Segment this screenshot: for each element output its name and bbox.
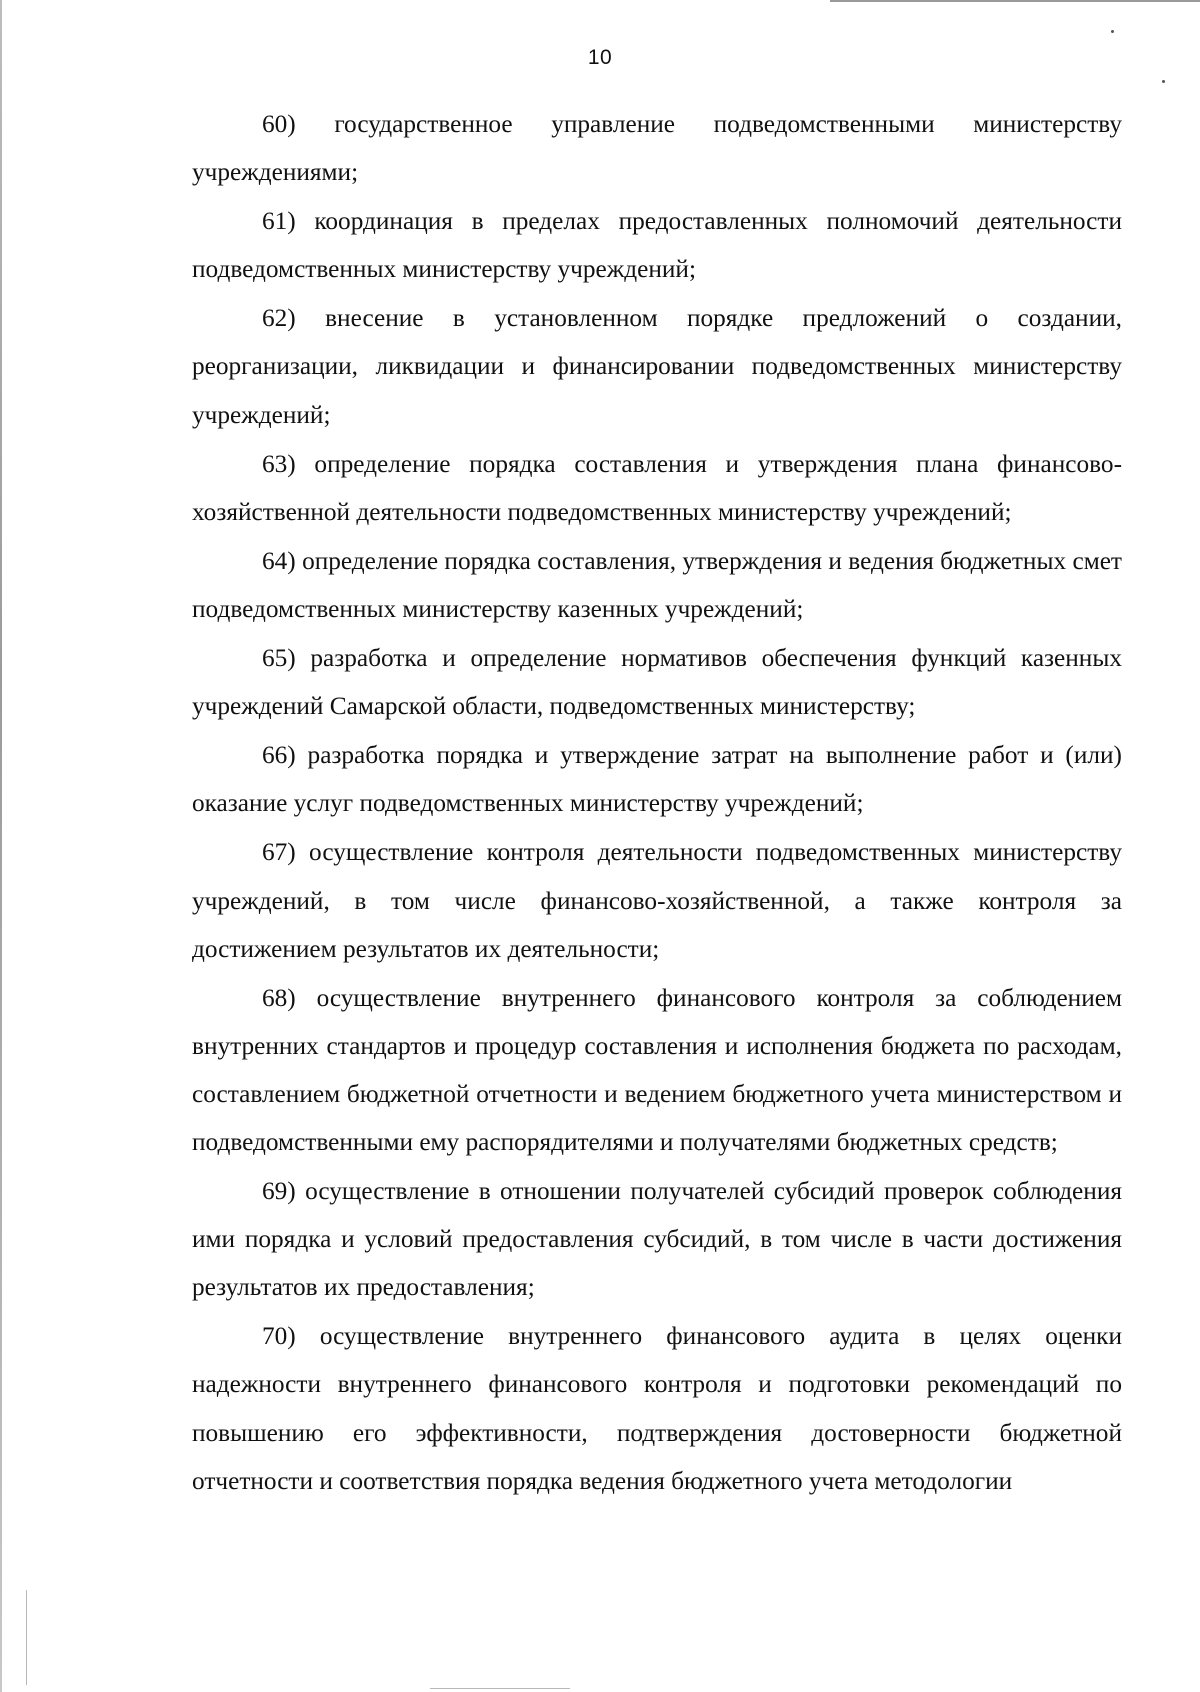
list-item: 61) координация в пределах предоставленных полномочий деятельности подведомственных министерству учреждений;	[192, 207, 1122, 284]
page-number: 10	[587, 46, 613, 69]
list-item: 69) осуществление в отношении получателей субсидий проверок соблюдения ими порядка и условий предоставления субсидий, в том числе в части достижения результатов их предоставления;	[192, 1177, 1122, 1302]
scan-mark	[26, 1590, 27, 1685]
list-item: 63) определение порядка составления и утверждения плана финансово-хозяйственной деятельности подведомственных министерству учреждений;	[192, 449, 1122, 526]
scan-speck	[1111, 30, 1114, 33]
list-item: 66) разработка порядка и утверждение затрат на выполнение работ и (или) оказание услуг подведомственных министерству учреждений;	[192, 741, 1122, 818]
list-item: 68) осуществление внутреннего финансового контроля за соблюдением внутренних стандартов и процедур составления и исполнения бюджета по расходам, составлением бюджетной отчетности и ведением бюджетного учета министерством и подведомственными ему распорядителями и получателями бюджетных средств;	[192, 983, 1122, 1156]
scan-left-edge	[0, 0, 2, 1692]
list-item: 65) разработка и определение нормативов обеспечения функций казенных учреждений Самарской области, подведомственных министерству;	[192, 644, 1122, 721]
scan-mark	[430, 1688, 570, 1689]
list-item: 62) внесение в установленном порядке предложений о создании, реорганизации, ликвидации и финансировании подведомственных министерству учреждений;	[192, 304, 1122, 429]
list-item: 64) определение порядка составления, утверждения и ведения бюджетных смет подведомственных министерству казенных учреждений;	[192, 546, 1122, 623]
list-item: 67) осуществление контроля деятельности подведомственных министерству учреждений, в том числе финансово-хозяйственной, а также контроля за достижением результатов их деятельности;	[192, 838, 1122, 963]
list-item: 70) осуществление внутреннего финансового аудита в целях оценки надежности внутреннего финансового контроля и подготовки рекомендаций по повышению его эффективности, подтверждения достоверности бюджетной отчетности и соответствия порядка ведения бюджетного учета методологии	[192, 1322, 1122, 1495]
document-body	[192, 100, 1122, 1506]
list-item: 60) государственное управление подведомственными министерству учреждениями;	[192, 110, 1122, 187]
scan-top-edge	[830, 0, 1200, 2]
scan-speck	[1162, 80, 1165, 83]
